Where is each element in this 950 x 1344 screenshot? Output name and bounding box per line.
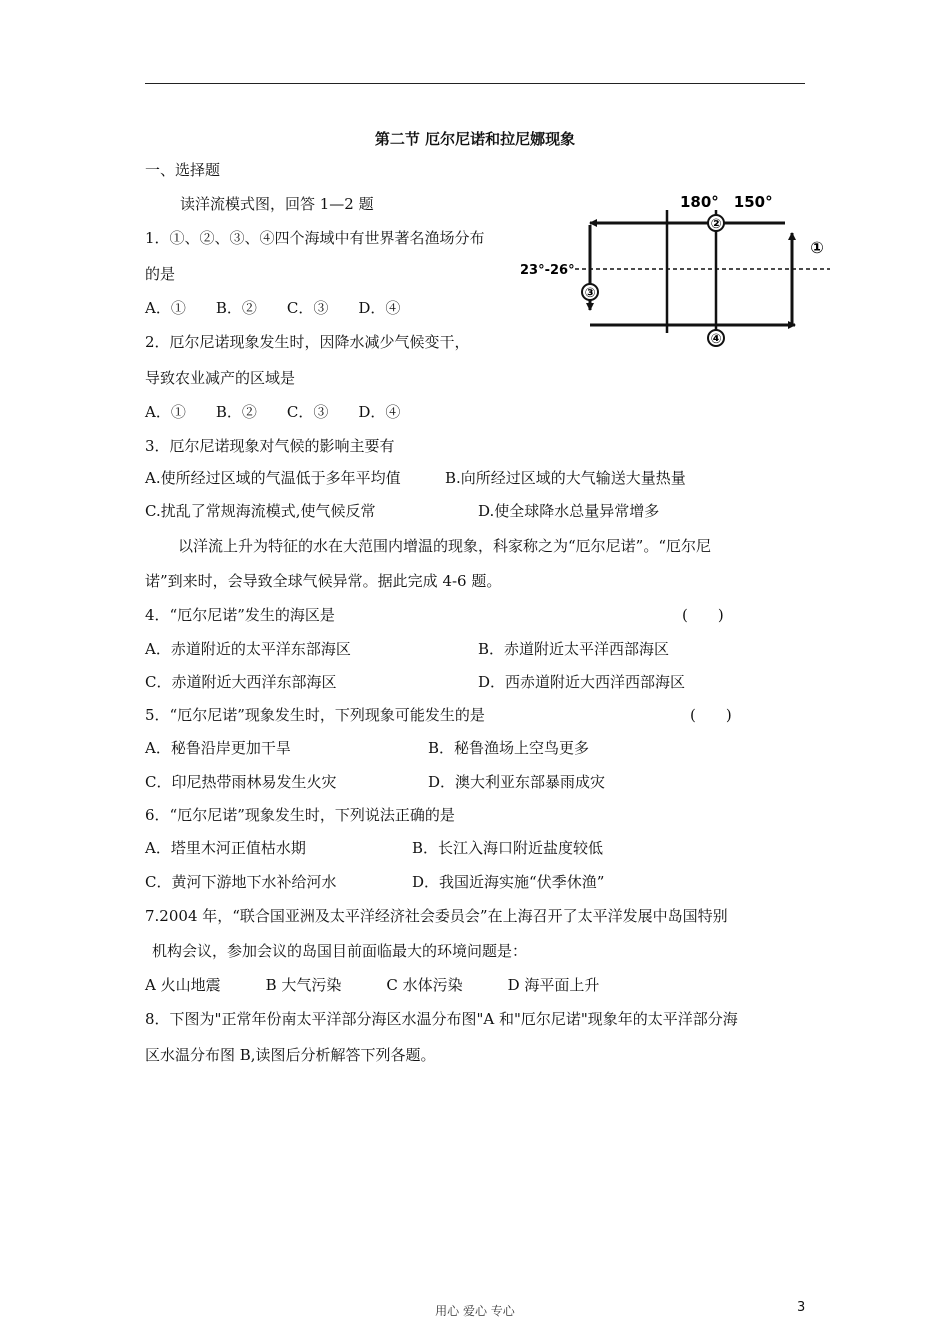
- q2-stem-2: 导致农业减产的区域是: [145, 369, 296, 387]
- q8-line-2: 区水温分布图 B,读图后分析解答下列各题。: [145, 1046, 436, 1064]
- q1-stem-2: 的是: [145, 265, 176, 283]
- ocean-current-diagram: [520, 185, 840, 355]
- header-rule: [145, 83, 805, 84]
- marker-4: ④: [710, 332, 722, 347]
- longitude-label: 180° 150°: [680, 193, 773, 211]
- q3-option-b: B.向所经过区域的大气输送大量热量: [445, 469, 686, 487]
- marker-3: ③: [584, 286, 596, 301]
- q3-option-c: C.扰乱了常规海流模式,使气候反常: [145, 502, 376, 520]
- q5-option-a: A．秘鲁沿岸更加干旱: [145, 739, 291, 757]
- q5-option-b: B．秘鲁渔场上空鸟更多: [428, 739, 590, 757]
- marker-2: ②: [710, 217, 722, 232]
- latitude-label: 23°-26°: [520, 263, 575, 278]
- q6-stem: 6．“厄尔尼诺”现象发生时，下列说法正确的是: [145, 806, 455, 824]
- q8-line-1: 8．下图为"正常年份南太平洋部分海区水温分布图"A 和"厄尔尼诺"现象年的太平洋部分海: [145, 1010, 738, 1028]
- section-heading: 一、选择题: [145, 161, 221, 179]
- q5-option-d: D．澳大利亚东部暴雨成灾: [428, 773, 606, 791]
- q5-stem: 5．“厄尔尼诺”现象发生时，下列现象可能发生的是: [145, 706, 485, 724]
- q4-answer-paren: ( ): [682, 606, 724, 624]
- q4-option-c: C．赤道附近大西洋东部海区: [145, 673, 337, 691]
- intro-2-line-1: 以洋流上升为特征的水在大范围内增温的现象，科家称之为“厄尔尼诺”。“厄尔尼: [178, 537, 712, 555]
- q3-option-d: D.使全球降水总量异常增多: [478, 502, 660, 520]
- q6-option-d: D．我国近海实施“伏季休渔”: [412, 873, 605, 891]
- intro-1: 读洋流模式图，回答 1—2 题: [180, 195, 374, 213]
- q6-option-c: C．黄河下游地下水补给河水: [145, 873, 337, 891]
- q7-stem-1: 7.2004 年，“联合国亚洲及太平洋经济社会委员会”在上海召开了太平洋发展中岛国特别: [145, 907, 728, 925]
- q5-option-c: C．印尼热带雨林易发生火灾: [145, 773, 337, 791]
- q3-option-a: A.使所经过区域的气温低于多年平均值: [145, 469, 401, 487]
- q4-option-a: A．赤道附近的太平洋东部海区: [145, 640, 351, 658]
- q4-option-d: D．西赤道附近大西洋西部海区: [478, 673, 686, 691]
- q7-stem-2: 机构会议，参加会议的岛国目前面临最大的环境问题是：: [152, 942, 528, 960]
- page-footer: 用心 爱心 专心: [435, 1304, 515, 1318]
- q3-stem: 3．厄尔尼诺现象对气候的影响主要有: [145, 437, 395, 455]
- page-number: 3: [797, 1300, 806, 1315]
- marker-1: ①: [810, 238, 824, 257]
- q5-answer-paren: ( ): [690, 706, 732, 724]
- q2-stem-1: 2．厄尔尼诺现象发生时，因降水减少气候变干，: [145, 333, 470, 351]
- q4-option-b: B．赤道附近太平洋西部海区: [478, 640, 670, 658]
- q7-options: A 火山地震 B 大气污染 C 水体污染 D 海平面上升: [145, 976, 600, 994]
- q4-stem: 4．“厄尔尼诺”发生的海区是: [145, 606, 335, 624]
- intro-2-line-2: 诺”到来时，会导致全球气候异常。据此完成 4-6 题。: [145, 572, 502, 590]
- q6-option-a: A．塔里木河正值枯水期: [145, 839, 306, 857]
- q1-options: A．① B．② C．③ D．④: [145, 299, 401, 317]
- q2-options: A．① B．② C．③ D．④: [145, 403, 401, 421]
- q1-stem-1: 1．①、②、③、④四个海域中有世界著名渔场分布: [145, 229, 485, 247]
- page-title: 第二节 厄尔尼诺和拉尼娜现象: [374, 130, 576, 148]
- q6-option-b: B．长江入海口附近盐度较低: [412, 839, 604, 857]
